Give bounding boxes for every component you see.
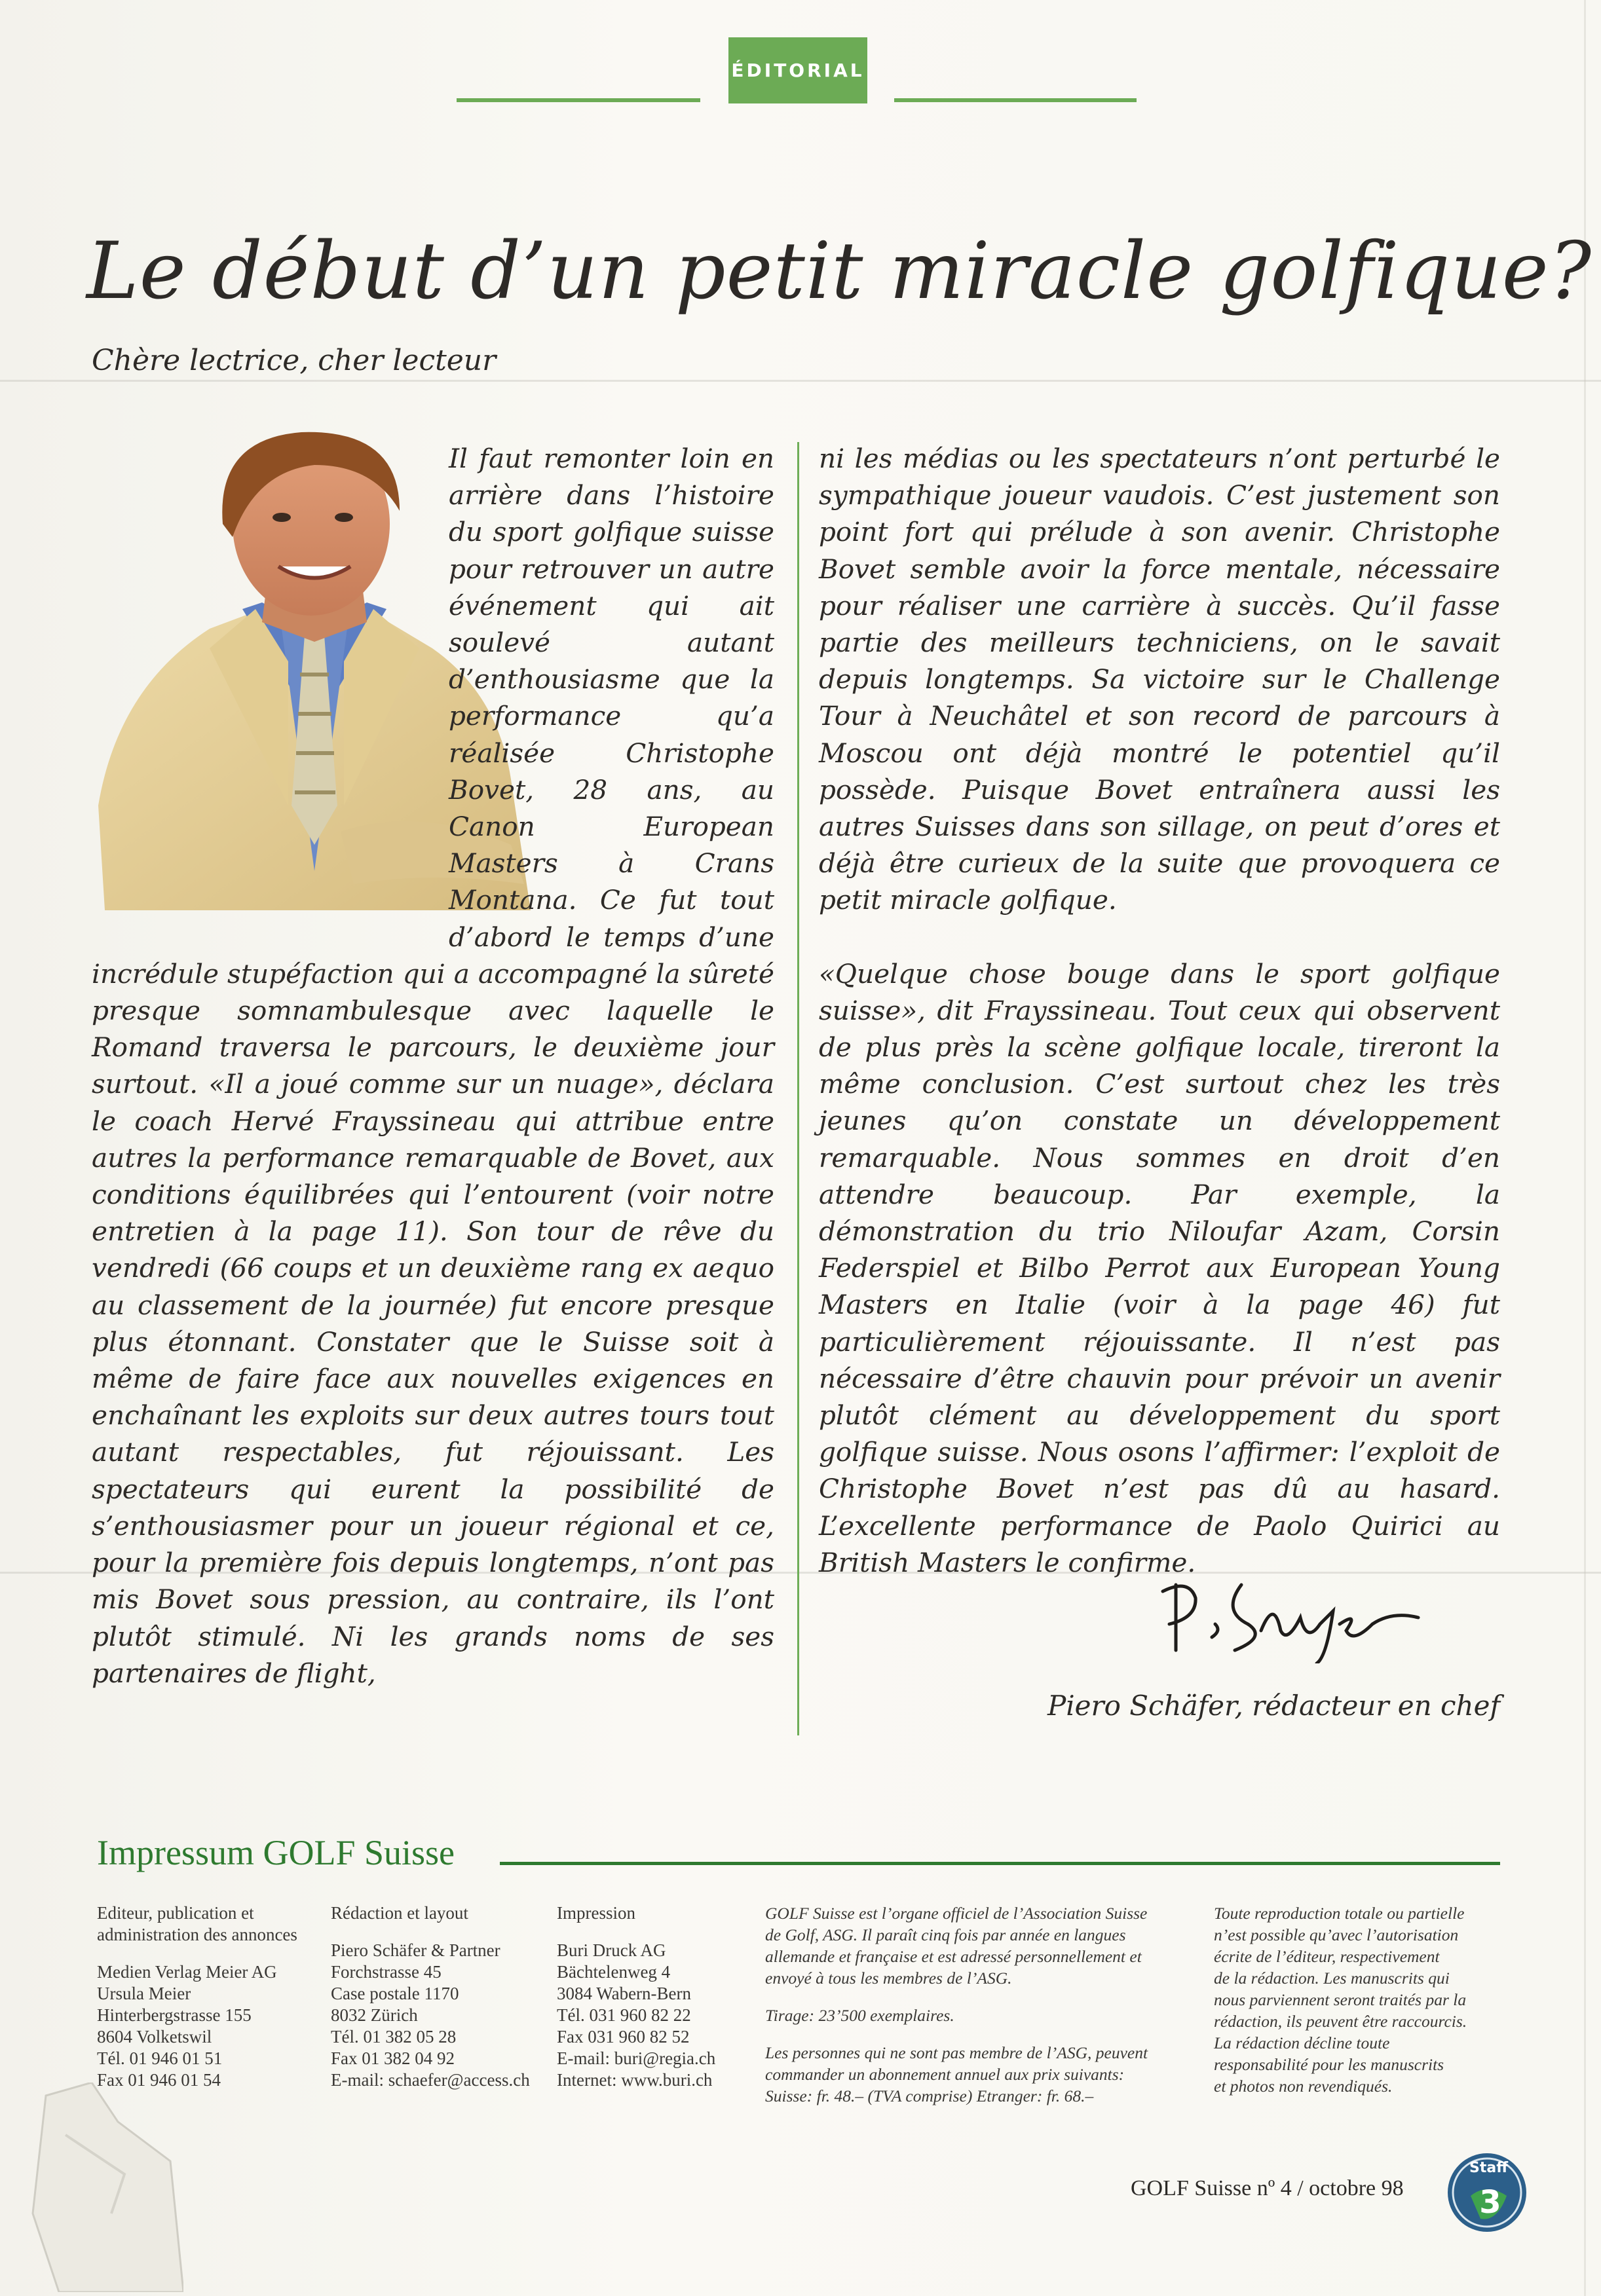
issue-footer: GOLF Suisse nº 4 / octobre 98 xyxy=(1131,2176,1404,2200)
impressum-line-text: rédaction, ils peuvent être raccourcis. xyxy=(1214,2012,1467,2031)
article-paragraph: ni les médias ou les spectateurs n’ont perturbé le sympathique joueur vaudois. C’est justement son point fort qui prélude à son avenir. Christophe Bovet semble avoir la force mentale, nécessaire pour réaliser une carrière à succès. Qu’il fasse partie des meilleurs techniciens, on le savait depuis longtemps. Sa victoire sur le Challenge Tour à Neuchâtel et son record de parcours à Moscou ont déjà montré le potentiel qu’il possède. Puisque Bovet entraînera aussi les autres Suisses dans son sillage, on peut d’ores et déjà être curieux de la suite que provoquera ce petit miracle golfique. xyxy=(819,443,1500,916)
badge-label: Staff xyxy=(1469,2160,1509,2176)
impressum-line-text: Internet: www.buri.ch xyxy=(557,2070,713,2090)
tape-remnant xyxy=(20,2083,183,2292)
section-rule-right xyxy=(894,98,1137,102)
impressum-line-text: de la rédaction. Les manuscrits qui xyxy=(1214,1969,1450,1988)
handwritten-signature xyxy=(1150,1572,1425,1663)
impressum-line-text: allemande et française et est adressé personnellement et xyxy=(765,1947,1142,1966)
impressum-line-text: E-mail: schaefer@access.ch xyxy=(331,2070,530,2090)
section-tag: ÉDITORIAL xyxy=(728,37,867,103)
impressum-heading: Rédaction et layout xyxy=(331,1903,468,1923)
paper-fold-line xyxy=(1584,0,1586,2296)
impressum-line-text: Tél. 01 382 05 28 xyxy=(331,2027,457,2046)
impressum-line-text: La rédaction décline toute xyxy=(1214,2033,1390,2052)
impressum-organ xyxy=(765,1902,1148,2107)
impressum-line-text: Tél. 031 960 82 22 xyxy=(557,2005,691,2025)
impressum-line-text: GOLF Suisse est l’organe officiel de l’Association Suisse xyxy=(765,1904,1148,1923)
impressum-editorial xyxy=(331,1902,530,2091)
impressum-line-text: Fax 031 960 82 52 xyxy=(557,2027,690,2046)
impressum-line-text: Tirage: 23’500 exemplaires. xyxy=(765,2006,954,2025)
impressum-heading: Impression xyxy=(557,1903,635,1923)
impressum-line-text: Fax 01 382 04 92 xyxy=(331,2048,455,2068)
impressum-line-text: Piero Schäfer & Partner xyxy=(331,1940,500,1960)
impressum-heading: administration des annonces xyxy=(97,1925,297,1944)
impressum-line-text: 3084 Wabern-Bern xyxy=(557,1984,692,2003)
impressum-rule xyxy=(500,1862,1500,1865)
section-rule-left xyxy=(457,98,700,102)
impressum-title: Impressum GOLF Suisse xyxy=(97,1833,455,1872)
impressum-line-text: E-mail: buri@regia.ch xyxy=(557,2048,716,2068)
impressum-line-text: Medien Verlag Meier AG xyxy=(97,1962,277,1982)
impressum-line-text: Bächtelenweg 4 xyxy=(557,1962,671,1982)
impressum-printing xyxy=(557,1902,715,2091)
impressum-line-text: Fax 01 946 01 54 xyxy=(97,2070,221,2090)
impressum-line-text: responsabilité pour les manuscrits xyxy=(1214,2055,1444,2074)
impressum-line-text: nous parviennent seront traités par la xyxy=(1214,1990,1467,2009)
impressum-line-text: Tél. 01 946 01 51 xyxy=(97,2048,223,2068)
impressum-line-text: 8032 Zürich xyxy=(331,2005,418,2025)
page-number: 3 xyxy=(1479,2184,1501,2221)
impressum-line-text: Les personnes qui ne sont pas membre de l’ASG, peuvent xyxy=(765,2043,1148,2062)
impressum-line-text: commander un abonnement annuel aux prix suivants: xyxy=(765,2065,1125,2084)
impressum-line-text: Buri Druck AG xyxy=(557,1940,666,1960)
article-title: Le début d’un petit miracle golfique? xyxy=(86,226,1592,317)
impressum-rights xyxy=(1214,1902,1467,2097)
impressum-heading: Editeur, publication et xyxy=(97,1903,254,1923)
impressum-publisher xyxy=(97,1902,297,2091)
article-salutation: Chère lectrice, cher lecteur xyxy=(92,344,497,377)
column-divider xyxy=(797,442,799,1735)
impressum-line-text: écrite de l’éditeur, respectivement xyxy=(1214,1947,1440,1966)
impressum-line-text: 8604 Volketswil xyxy=(97,2027,212,2046)
impressum-line-text: Hinterbergstrasse 155 xyxy=(97,2005,252,2025)
impressum-line-text: Case postale 1170 xyxy=(331,1984,459,2003)
article-paragraph: Il faut remonter loin en arrière dans l’histoire du sport golfique suisse pour retrouver un autre événement qui ait soulevé autant d’enthousiasme que la performance qu’a réalisée Christophe Bovet, 28 ans, au Canon European Masters à Crans Montana. Ce fut tout d’abord le temps d’une incrédule stupéfaction qui a accompagné la sûreté presque somnambulesque avec laquelle le Romand traversa le parcours, le deuxième jour surtout. «Il a joué comme sur un nuage», déclara le coach Hervé Frayssineau qui attribue entre autres la performance remarquable de Bovet, aux conditions équilibrées qui l’entourent (voir notre entretien à la page 11). Son tour de rêve du vendredi (66 coups et un deuxième rang ex aequo au classement de la journée) fut encore presque plus étonnant. Constater que le Suisse soit à même de faire face aux nouvelles exigences en enchaînant les exploits sur deux autres tours tout autant respectables, fut réjouissant. Les spectateurs qui eurent la possibilité de s’enthousiasmer pour un joueur régional et ce, pour la première fois depuis longtemps, n’ont pas mis Bovet sous pression, au contraire, ils l’ont plutôt stimulé. Ni les grands noms de ses partenaires de flight, xyxy=(92,443,774,1689)
impressum-line-text: Forchstrasse 45 xyxy=(331,1962,442,1982)
impressum-line-text: et photos non revendiqués. xyxy=(1214,2077,1393,2096)
impressum-line-text: Ursula Meier xyxy=(97,1984,191,2003)
article-paragraph: «Quelque chose bouge dans le sport golfique suisse», dit Frayssineau. Tout ceux qui observent de plus près la scène golfique locale, tireront la même conclusion. C’est surtout chez les très jeunes qu’on constate un développement remarquable. Nous sommes en droit d’en attendre beaucoup. Par exemple, la démonstration du trio Niloufar Azam, Corsin Federspiel et Bilbo Perrot aux European Young Masters en Italie (voir à la page 46) fut particulièrement réjouissante. Il n’est pas nécessaire d’être chauvin pour prévoir un avenir plutôt clément au développement du sport golfique suisse. Nous osons l’affirmer: l’exploit de Christophe Bovet n’est pas dû au hasard. L’excellente performance de Paolo Quirici au British Masters le confirme. xyxy=(819,957,1500,1578)
impressum-line-text: Suisse: fr. 48.– (TVA comprise) Etranger: fr. 68.– xyxy=(765,2086,1094,2105)
impressum-line-text: envoyé à tous les membres de l’ASG. xyxy=(765,1969,1012,1988)
signature-name: Piero Schäfer, rédacteur en chef xyxy=(1047,1690,1500,1722)
paper-fold-line xyxy=(0,380,1601,382)
impressum-line-text: n’est possible qu’avec l’autorisation xyxy=(1214,1925,1459,1944)
article-column-2 xyxy=(819,440,1500,1593)
impressum-line-text: Toute reproduction totale ou partielle xyxy=(1214,1904,1465,1923)
impressum-line-text: de Golf, ASG. Il paraît cinq fois par année en langues xyxy=(765,1925,1126,1944)
article-column-1 xyxy=(92,440,774,1737)
